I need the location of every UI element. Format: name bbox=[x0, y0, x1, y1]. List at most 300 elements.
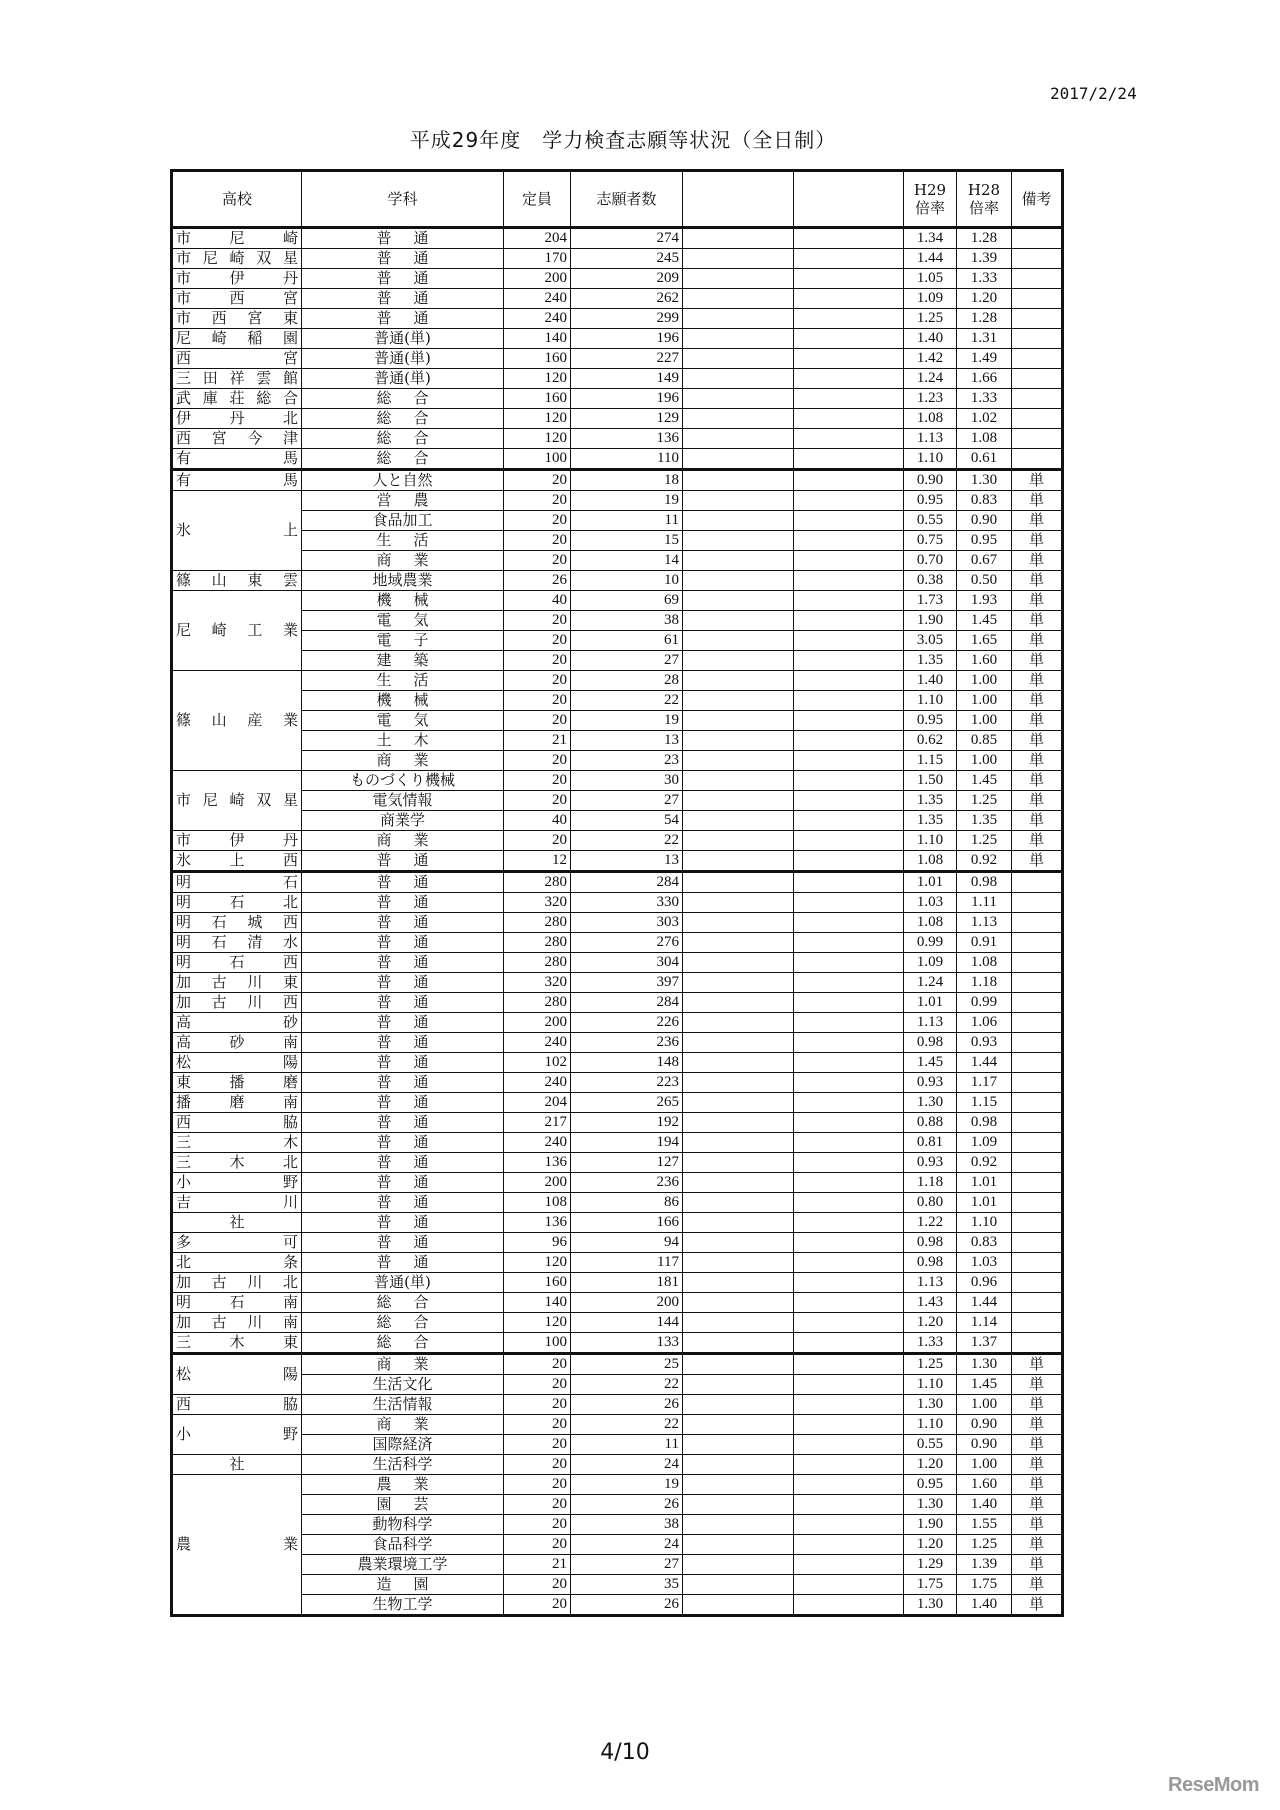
h29-rate-cell: 0.62 bbox=[904, 731, 957, 751]
h29-rate-cell: 1.45 bbox=[904, 1053, 957, 1073]
dept-cell bbox=[302, 872, 504, 893]
dept-name: 総合 bbox=[376, 389, 429, 407]
dept-name: 農業 bbox=[376, 1475, 429, 1493]
h28-rate-cell: 0.85 bbox=[957, 731, 1012, 751]
h29-rate-cell: 1.13 bbox=[904, 429, 957, 449]
table-row bbox=[172, 993, 1063, 1013]
blank-cell bbox=[683, 409, 794, 429]
dept-name: 普通 bbox=[376, 309, 429, 327]
h29-rate-cell: 0.98 bbox=[904, 1233, 957, 1253]
blank-cell bbox=[683, 1495, 794, 1515]
dept-name: 電気 bbox=[376, 611, 429, 629]
table-row bbox=[172, 409, 1063, 429]
dept-name: 電気 bbox=[376, 711, 429, 729]
capacity-cell: 40 bbox=[504, 591, 571, 611]
h29-rate-cell: 3.05 bbox=[904, 631, 957, 651]
blank-cell bbox=[683, 531, 794, 551]
h28-rate-cell: 1.39 bbox=[957, 1555, 1012, 1575]
school-name: 市伊丹 bbox=[176, 269, 298, 287]
blank-cell bbox=[794, 872, 904, 893]
blank-cell bbox=[794, 1253, 904, 1273]
school-cell bbox=[172, 1333, 302, 1354]
blank-cell bbox=[683, 851, 794, 872]
blank-cell bbox=[683, 1193, 794, 1213]
dept-cell bbox=[302, 269, 504, 289]
h28-rate-cell: 1.06 bbox=[957, 1013, 1012, 1033]
school-cell bbox=[172, 1455, 302, 1475]
blank-cell bbox=[794, 851, 904, 872]
school-cell bbox=[172, 1153, 302, 1173]
dept-name: 普通 bbox=[376, 1013, 429, 1031]
school-cell bbox=[172, 1133, 302, 1153]
dept-name: 造園 bbox=[376, 1575, 429, 1593]
blank-cell bbox=[794, 531, 904, 551]
blank-cell bbox=[683, 791, 794, 811]
note-cell: 単 bbox=[1012, 1415, 1063, 1435]
dept-cell bbox=[302, 449, 504, 470]
applicants-cell: 265 bbox=[571, 1093, 683, 1113]
dept-name: 普通 bbox=[376, 1193, 429, 1211]
applicants-cell: 19 bbox=[571, 711, 683, 731]
table-row bbox=[172, 771, 1063, 791]
table-row bbox=[172, 1173, 1063, 1193]
note-cell bbox=[1012, 309, 1063, 329]
table-row bbox=[172, 811, 1063, 831]
applicants-cell: 30 bbox=[571, 771, 683, 791]
h29-rate-cell: 1.25 bbox=[904, 309, 957, 329]
capacity-cell: 102 bbox=[504, 1053, 571, 1073]
note-cell bbox=[1012, 449, 1063, 470]
school-cell bbox=[172, 1093, 302, 1113]
dept-cell bbox=[302, 631, 504, 651]
capacity-cell: 204 bbox=[504, 1093, 571, 1113]
h29-rate-cell: 1.35 bbox=[904, 651, 957, 671]
h28-rate-cell: 1.75 bbox=[957, 1575, 1012, 1595]
table-row bbox=[172, 831, 1063, 851]
table-row bbox=[172, 1273, 1063, 1293]
h29-rate-cell: 1.73 bbox=[904, 591, 957, 611]
header-dept: 学科 bbox=[302, 171, 504, 228]
capacity-cell: 96 bbox=[504, 1233, 571, 1253]
blank-cell bbox=[683, 1113, 794, 1133]
applicants-cell: 22 bbox=[571, 691, 683, 711]
note-cell bbox=[1012, 1093, 1063, 1113]
dept-cell bbox=[302, 491, 504, 511]
note-cell bbox=[1012, 1153, 1063, 1173]
capacity-cell: 100 bbox=[504, 449, 571, 470]
capacity-cell: 20 bbox=[504, 651, 571, 671]
capacity-cell: 20 bbox=[504, 1354, 571, 1375]
dept-cell bbox=[302, 1293, 504, 1313]
school-cell bbox=[172, 973, 302, 993]
dept-name: 営農 bbox=[376, 491, 429, 509]
h28-rate-cell: 1.49 bbox=[957, 349, 1012, 369]
table-row bbox=[172, 511, 1063, 531]
dept-name: 普通 bbox=[376, 1173, 429, 1191]
capacity-cell: 120 bbox=[504, 1313, 571, 1333]
capacity-cell: 40 bbox=[504, 811, 571, 831]
blank-cell bbox=[794, 511, 904, 531]
blank-cell bbox=[794, 409, 904, 429]
note-cell bbox=[1012, 1173, 1063, 1193]
h28-rate-cell: 1.33 bbox=[957, 389, 1012, 409]
h28-rate-cell: 1.15 bbox=[957, 1093, 1012, 1113]
dept-name: 普通 bbox=[376, 933, 429, 951]
school-cell bbox=[172, 1253, 302, 1273]
applicants-cell: 227 bbox=[571, 349, 683, 369]
h28-rate-cell: 0.90 bbox=[957, 1415, 1012, 1435]
capacity-cell: 20 bbox=[504, 491, 571, 511]
capacity-cell: 217 bbox=[504, 1113, 571, 1133]
h29-rate-cell: 0.55 bbox=[904, 511, 957, 531]
table-row bbox=[172, 249, 1063, 269]
school-cell bbox=[172, 571, 302, 591]
capacity-cell: 20 bbox=[504, 1415, 571, 1435]
blank-cell bbox=[794, 933, 904, 953]
capacity-cell: 20 bbox=[504, 1435, 571, 1455]
dept-name: 普通 bbox=[376, 1133, 429, 1151]
blank-cell bbox=[683, 389, 794, 409]
h28-rate-cell: 0.95 bbox=[957, 531, 1012, 551]
h28-rate-cell: 0.90 bbox=[957, 511, 1012, 531]
h28-rate-cell: 1.35 bbox=[957, 811, 1012, 831]
dept-name: 電子 bbox=[376, 631, 429, 649]
dept-name: 園芸 bbox=[376, 1495, 429, 1513]
dept-name: 普通 bbox=[376, 1073, 429, 1091]
blank-cell bbox=[683, 1475, 794, 1495]
dept-cell bbox=[302, 973, 504, 993]
dept-name: 普通 bbox=[376, 893, 429, 911]
school-name: 西宮今津 bbox=[176, 429, 298, 447]
applicants-cell: 303 bbox=[571, 913, 683, 933]
capacity-cell: 280 bbox=[504, 872, 571, 893]
h29-rate-cell: 1.30 bbox=[904, 1093, 957, 1113]
dept-name: 総合 bbox=[376, 449, 429, 467]
dept-cell bbox=[302, 651, 504, 671]
applicants-cell: 144 bbox=[571, 1313, 683, 1333]
school-name: 篠山東雲 bbox=[176, 571, 298, 589]
table-row bbox=[172, 1073, 1063, 1093]
school-name: 小野 bbox=[176, 1425, 298, 1443]
school-name: 有馬 bbox=[176, 449, 298, 467]
table-row bbox=[172, 1555, 1063, 1575]
h28-rate-cell: 1.45 bbox=[957, 771, 1012, 791]
applicants-cell: 26 bbox=[571, 1395, 683, 1415]
capacity-cell: 20 bbox=[504, 1475, 571, 1495]
school-name: 高砂 bbox=[176, 1013, 298, 1031]
table-row bbox=[172, 1033, 1063, 1053]
applicants-cell: 14 bbox=[571, 551, 683, 571]
capacity-cell: 20 bbox=[504, 1495, 571, 1515]
table-row bbox=[172, 389, 1063, 409]
dept-name: 普通 bbox=[376, 973, 429, 991]
h28-rate-cell: 1.60 bbox=[957, 1475, 1012, 1495]
h28-rate-cell: 1.44 bbox=[957, 1053, 1012, 1073]
h29-rate-cell: 1.50 bbox=[904, 771, 957, 791]
dept-cell bbox=[302, 691, 504, 711]
applicants-cell: 196 bbox=[571, 389, 683, 409]
blank-cell bbox=[683, 1013, 794, 1033]
h29-rate-cell: 1.34 bbox=[904, 228, 957, 249]
table-row bbox=[172, 671, 1063, 691]
note-cell bbox=[1012, 349, 1063, 369]
blank-cell bbox=[683, 611, 794, 631]
blank-cell bbox=[794, 1313, 904, 1333]
table-row bbox=[172, 1495, 1063, 1515]
h29-rate-cell: 1.01 bbox=[904, 993, 957, 1013]
dept-cell: 普通(単) bbox=[302, 1273, 504, 1293]
h28-rate-cell: 1.28 bbox=[957, 309, 1012, 329]
applicants-cell: 262 bbox=[571, 289, 683, 309]
h28-rate-cell: 1.40 bbox=[957, 1495, 1012, 1515]
dept-cell: 普通(単) bbox=[302, 369, 504, 389]
dept-cell: 電気情報 bbox=[302, 791, 504, 811]
blank-cell bbox=[794, 1153, 904, 1173]
dept-cell bbox=[302, 409, 504, 429]
h28-rate-cell: 0.99 bbox=[957, 993, 1012, 1013]
applicants-cell: 397 bbox=[571, 973, 683, 993]
table-row bbox=[172, 1415, 1063, 1435]
dept-cell bbox=[302, 591, 504, 611]
header-note: 備考 bbox=[1012, 171, 1063, 228]
blank-cell bbox=[794, 1435, 904, 1455]
table-row bbox=[172, 1113, 1063, 1133]
school-name: 西宮 bbox=[176, 349, 298, 367]
note-cell: 単 bbox=[1012, 1575, 1063, 1595]
blank-cell bbox=[794, 1113, 904, 1133]
dept-cell bbox=[302, 228, 504, 249]
dept-cell: 生物工学 bbox=[302, 1595, 504, 1616]
dept-cell bbox=[302, 1233, 504, 1253]
note-cell: 単 bbox=[1012, 1475, 1063, 1495]
h29-rate-cell: 0.98 bbox=[904, 1033, 957, 1053]
blank-cell bbox=[794, 913, 904, 933]
table-row bbox=[172, 1213, 1063, 1233]
applicants-cell: 196 bbox=[571, 329, 683, 349]
blank-cell bbox=[794, 1233, 904, 1253]
note-cell: 単 bbox=[1012, 711, 1063, 731]
capacity-cell: 120 bbox=[504, 369, 571, 389]
blank-cell bbox=[683, 429, 794, 449]
blank-cell bbox=[683, 872, 794, 893]
dept-cell bbox=[302, 993, 504, 1013]
dept-cell bbox=[302, 1133, 504, 1153]
dept-cell bbox=[302, 731, 504, 751]
h29-rate-cell: 1.18 bbox=[904, 1173, 957, 1193]
table-row bbox=[172, 1133, 1063, 1153]
blank-cell bbox=[683, 349, 794, 369]
blank-cell bbox=[794, 973, 904, 993]
dept-cell bbox=[302, 1153, 504, 1173]
school-cell bbox=[172, 249, 302, 269]
header-applicants: 志願者数 bbox=[571, 171, 683, 228]
h29-rate-cell: 1.35 bbox=[904, 811, 957, 831]
h29-rate-cell: 1.13 bbox=[904, 1273, 957, 1293]
blank-cell bbox=[683, 751, 794, 771]
dept-cell bbox=[302, 1173, 504, 1193]
note-cell: 単 bbox=[1012, 1535, 1063, 1555]
note-cell bbox=[1012, 933, 1063, 953]
blank-cell bbox=[794, 893, 904, 913]
h28-rate-cell: 1.31 bbox=[957, 329, 1012, 349]
dept-name: 商業 bbox=[376, 831, 429, 849]
h28-rate-cell: 0.96 bbox=[957, 1273, 1012, 1293]
school-cell bbox=[172, 1193, 302, 1213]
note-cell: 単 bbox=[1012, 811, 1063, 831]
table-row bbox=[172, 1535, 1063, 1555]
school-name: 多可 bbox=[176, 1233, 298, 1251]
dept-cell bbox=[302, 913, 504, 933]
note-cell: 単 bbox=[1012, 571, 1063, 591]
school-cell bbox=[172, 289, 302, 309]
applicants-cell: 26 bbox=[571, 1495, 683, 1515]
school-cell bbox=[172, 491, 302, 571]
capacity-cell: 26 bbox=[504, 571, 571, 591]
capacity-cell: 170 bbox=[504, 249, 571, 269]
school-name: 西脇 bbox=[176, 1395, 298, 1413]
dept-cell bbox=[302, 1073, 504, 1093]
table-row bbox=[172, 531, 1063, 551]
table-row bbox=[172, 1395, 1063, 1415]
applicants-cell: 24 bbox=[571, 1535, 683, 1555]
blank-cell bbox=[683, 1273, 794, 1293]
h28-rate-cell: 0.61 bbox=[957, 449, 1012, 470]
table-row bbox=[172, 470, 1063, 491]
h28-rate-cell: 1.30 bbox=[957, 1354, 1012, 1375]
h29-rate-cell: 0.80 bbox=[904, 1193, 957, 1213]
h28-rate-cell: 0.93 bbox=[957, 1033, 1012, 1053]
note-cell bbox=[1012, 993, 1063, 1013]
note-cell: 単 bbox=[1012, 1495, 1063, 1515]
school-cell bbox=[172, 429, 302, 449]
h28-rate-cell: 1.08 bbox=[957, 953, 1012, 973]
table-row bbox=[172, 1093, 1063, 1113]
h28-rate-cell: 1.30 bbox=[957, 470, 1012, 491]
blank-cell bbox=[683, 1293, 794, 1313]
blank-cell bbox=[683, 1073, 794, 1093]
blank-cell bbox=[683, 671, 794, 691]
dept-cell bbox=[302, 531, 504, 551]
h29-rate-cell: 1.15 bbox=[904, 751, 957, 771]
h28-rate-cell: 1.18 bbox=[957, 973, 1012, 993]
dept-name: 総合 bbox=[376, 409, 429, 427]
table-row bbox=[172, 429, 1063, 449]
school-cell bbox=[172, 933, 302, 953]
blank-cell bbox=[794, 953, 904, 973]
blank-cell bbox=[794, 571, 904, 591]
dept-name: 土木 bbox=[376, 731, 429, 749]
blank-cell bbox=[794, 1475, 904, 1495]
note-cell: 単 bbox=[1012, 1515, 1063, 1535]
school-name: 明石北 bbox=[176, 893, 298, 911]
applicants-cell: 181 bbox=[571, 1273, 683, 1293]
note-cell: 単 bbox=[1012, 671, 1063, 691]
school-name: 明石 bbox=[176, 873, 298, 891]
dept-name: 総合 bbox=[376, 1333, 429, 1351]
dept-name: 商業 bbox=[376, 1355, 429, 1373]
blank-cell bbox=[794, 1333, 904, 1354]
h28-rate-cell: 0.83 bbox=[957, 491, 1012, 511]
note-cell bbox=[1012, 1133, 1063, 1153]
blank-cell bbox=[683, 1333, 794, 1354]
applicants-cell: 166 bbox=[571, 1213, 683, 1233]
blank-cell bbox=[683, 249, 794, 269]
applicants-cell: 13 bbox=[571, 851, 683, 872]
dept-cell bbox=[302, 851, 504, 872]
capacity-cell: 20 bbox=[504, 1375, 571, 1395]
note-cell bbox=[1012, 249, 1063, 269]
note-cell bbox=[1012, 429, 1063, 449]
table-row bbox=[172, 751, 1063, 771]
h28-rate-cell: 1.00 bbox=[957, 711, 1012, 731]
note-cell: 単 bbox=[1012, 591, 1063, 611]
h29-rate-cell: 0.93 bbox=[904, 1153, 957, 1173]
blank-cell bbox=[794, 449, 904, 470]
note-cell: 単 bbox=[1012, 1435, 1063, 1455]
blank-cell bbox=[683, 289, 794, 309]
table-row bbox=[172, 1575, 1063, 1595]
header-h28-rate: H28 倍率 bbox=[957, 171, 1012, 228]
note-cell: 単 bbox=[1012, 651, 1063, 671]
page-number: 4/10 bbox=[600, 1740, 650, 1765]
applicants-cell: 38 bbox=[571, 1515, 683, 1535]
note-cell bbox=[1012, 973, 1063, 993]
dept-cell bbox=[302, 893, 504, 913]
h28-rate-cell: 1.65 bbox=[957, 631, 1012, 651]
school-name: 氷上西 bbox=[176, 851, 298, 869]
table-row bbox=[172, 851, 1063, 872]
blank-cell bbox=[683, 1053, 794, 1073]
capacity-cell: 20 bbox=[504, 631, 571, 651]
capacity-cell: 20 bbox=[504, 791, 571, 811]
blank-cell bbox=[794, 470, 904, 491]
applicants-cell: 136 bbox=[571, 429, 683, 449]
school-name: 三田祥雲館 bbox=[176, 369, 298, 387]
school-name: 武庫荘総合 bbox=[176, 389, 298, 407]
school-cell bbox=[172, 1073, 302, 1093]
blank-cell bbox=[794, 1395, 904, 1415]
h28-rate-cell: 1.45 bbox=[957, 611, 1012, 631]
school-cell bbox=[172, 893, 302, 913]
table-row bbox=[172, 449, 1063, 470]
h29-rate-cell: 1.20 bbox=[904, 1535, 957, 1555]
blank-cell bbox=[683, 893, 794, 913]
note-cell bbox=[1012, 1193, 1063, 1213]
capacity-cell: 280 bbox=[504, 953, 571, 973]
dept-name: 総合 bbox=[376, 1313, 429, 1331]
dept-name: 生活 bbox=[376, 671, 429, 689]
h29-rate-cell: 0.81 bbox=[904, 1133, 957, 1153]
h29-rate-cell: 1.10 bbox=[904, 1415, 957, 1435]
h29-rate-cell: 0.88 bbox=[904, 1113, 957, 1133]
applicants-cell: 22 bbox=[571, 1415, 683, 1435]
applicants-cell: 26 bbox=[571, 1595, 683, 1616]
note-cell bbox=[1012, 1073, 1063, 1093]
h28-rate-cell: 0.98 bbox=[957, 872, 1012, 893]
table-row bbox=[172, 269, 1063, 289]
blank-cell bbox=[683, 1253, 794, 1273]
blank-cell bbox=[794, 1354, 904, 1375]
h28-rate-cell: 1.17 bbox=[957, 1073, 1012, 1093]
table-row bbox=[172, 1153, 1063, 1173]
applicants-cell: 27 bbox=[571, 791, 683, 811]
note-cell: 単 bbox=[1012, 751, 1063, 771]
applicants-cell: 69 bbox=[571, 591, 683, 611]
capacity-cell: 20 bbox=[504, 551, 571, 571]
h29-rate-cell: 1.10 bbox=[904, 1375, 957, 1395]
applicants-cell: 200 bbox=[571, 1293, 683, 1313]
school-name: 三木北 bbox=[176, 1153, 298, 1171]
